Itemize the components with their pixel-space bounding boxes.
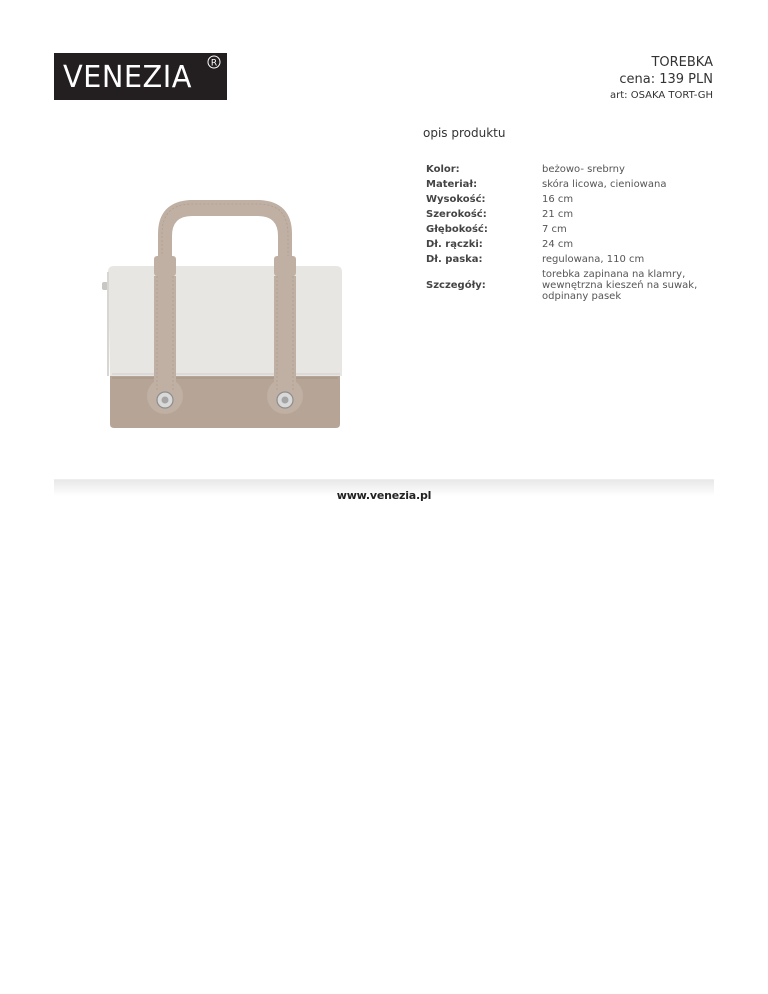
article-number (610, 89, 713, 103)
product-image (100, 192, 350, 437)
spec-key: Szczegóły: (426, 280, 486, 291)
art-label: art: (610, 90, 628, 101)
price-label: cena: (619, 72, 656, 87)
spec-row (426, 192, 721, 207)
spec-key: Materiał: (426, 179, 478, 190)
product-header (610, 54, 713, 103)
spec-value: 16 cm (542, 194, 574, 205)
description-heading: opis produktu (423, 126, 506, 140)
spec-value: skóra licowa, cieniowana (542, 179, 667, 190)
logo-text: VENEZIA (63, 60, 192, 95)
registered-mark-icon (207, 55, 221, 69)
spec-value: 7 cm (542, 224, 567, 235)
spec-key: Szerokość: (426, 209, 487, 220)
spec-row (426, 207, 721, 222)
spec-key: Głębokość: (426, 224, 488, 235)
spec-key: Dł. paska: (426, 254, 483, 265)
spec-table (426, 162, 721, 304)
spec-value: torebka zapinana na klamry, wewnętrzna kieszeń na suwak, odpinany pasek (542, 269, 698, 302)
price-value: 139 PLN (659, 72, 713, 87)
spec-row (426, 237, 721, 252)
spec-key: Wysokość: (426, 194, 486, 205)
svg-text:R: R (210, 58, 218, 69)
product-title: TOREBKA (651, 55, 713, 70)
spec-key: Kolor: (426, 164, 460, 175)
spec-value: regulowana, 110 cm (542, 254, 645, 265)
spec-row (426, 252, 721, 267)
art-value: OSAKA TORT-GH (630, 90, 713, 101)
spec-row (426, 267, 721, 304)
spec-row (426, 162, 721, 177)
product-price (610, 71, 713, 88)
spec-value: beżowo- srebrny (542, 164, 625, 175)
spec-value: 24 cm (542, 239, 574, 250)
venezia-logo (54, 53, 227, 100)
spec-value: 21 cm (542, 209, 574, 220)
spec-row (426, 222, 721, 237)
spec-key: Dł. rączki: (426, 239, 483, 250)
spec-row (426, 177, 721, 192)
website-link[interactable]: www.venezia.pl (336, 489, 432, 502)
